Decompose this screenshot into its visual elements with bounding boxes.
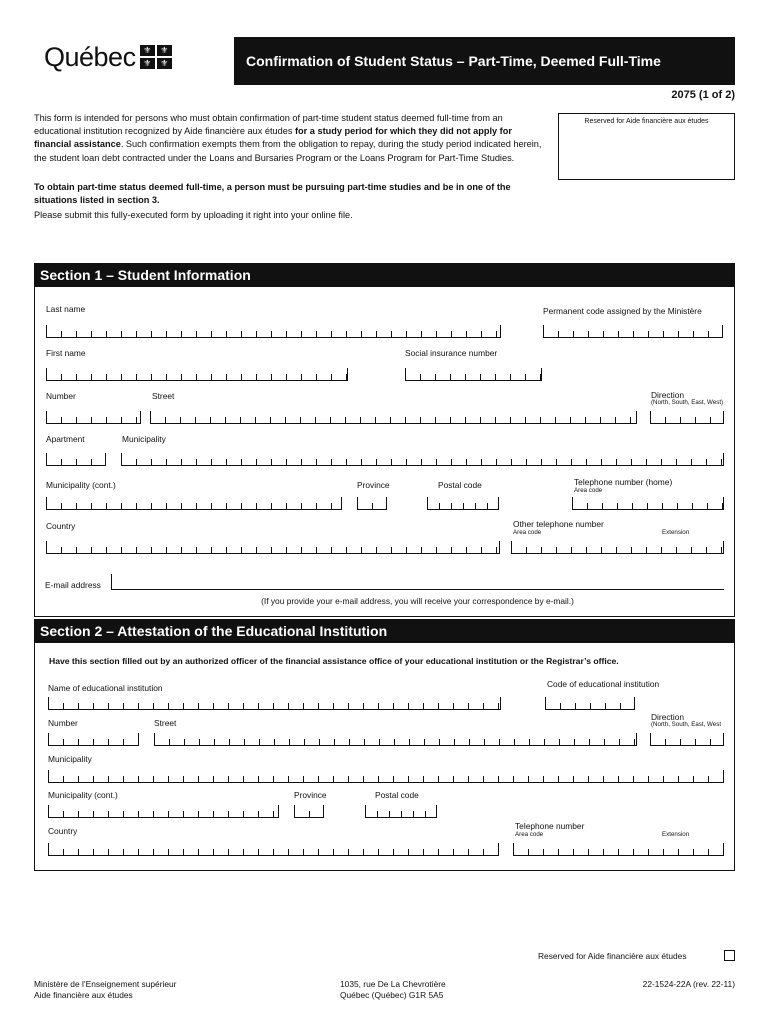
institution-code-field[interactable] bbox=[545, 697, 635, 710]
s2-province-field[interactable] bbox=[294, 805, 324, 818]
section2-header: Section 2 – Attestation of the Educational Institution bbox=[34, 619, 735, 643]
s2-postal-code-label: Postal code bbox=[375, 790, 419, 800]
form-title: Confirmation of Student Status – Part-Time, Deemed Full-Time bbox=[234, 37, 735, 85]
ministry-line2: Aide financière aux études bbox=[34, 990, 133, 1000]
number-field[interactable] bbox=[46, 411, 141, 424]
intro-text-2: . Such confirmation exempts them from the obligation to repay, during the study period indicated herein, the student loan debt contracted under the Loans and Bursaries Program or the Loans Program for Part-Time Studies. bbox=[34, 139, 542, 163]
country-label: Country bbox=[46, 521, 76, 531]
reserved-checkbox[interactable] bbox=[724, 950, 735, 961]
municipality-cont-label: Municipality (cont.) bbox=[46, 480, 116, 490]
s2-area-code-label: Area code bbox=[515, 831, 544, 838]
telephone-home-label: Telephone number (home) bbox=[574, 477, 673, 487]
s2-street-label: Street bbox=[154, 718, 177, 728]
address-line2: Québec (Québec) G1R 5A5 bbox=[340, 990, 444, 1000]
postal-code-label: Postal code bbox=[438, 480, 482, 490]
institution-name-label: Name of educational institution bbox=[48, 683, 163, 693]
reserved-box: Reserved for Aide financière aux études bbox=[558, 113, 735, 180]
municipality-field[interactable] bbox=[121, 453, 724, 466]
other-area-code-label: Area code bbox=[513, 529, 542, 536]
s2-direction-field[interactable] bbox=[650, 733, 724, 746]
intro-bold: for a study period for which they did not apply for financial assistance bbox=[34, 126, 512, 150]
email-field[interactable] bbox=[111, 574, 724, 590]
other-telephone-label: Other telephone number bbox=[513, 519, 604, 529]
first-name-label: First name bbox=[46, 348, 86, 358]
permanent-code-field[interactable] bbox=[543, 325, 723, 338]
municipality-cont-field[interactable] bbox=[46, 497, 342, 510]
telephone-home-field[interactable] bbox=[572, 497, 724, 510]
ministry-address bbox=[34, 979, 176, 1001]
last-name-field[interactable] bbox=[46, 325, 501, 338]
section2-frame bbox=[34, 643, 735, 871]
ministry-line1: Ministère de l’Enseignement supérieur bbox=[34, 979, 177, 989]
email-note: (If you provide your e-mail address, you will receive your correspondence by e-mail.) bbox=[261, 596, 574, 606]
submission-note: Please submit this fully-executed form by uploading it right into your online file. bbox=[34, 210, 353, 220]
address-line1: 1035, rue De La Chevrotière bbox=[340, 979, 446, 989]
s2-telephone-field[interactable] bbox=[513, 843, 724, 856]
section1-header: Section 1 – Student Information bbox=[34, 263, 735, 287]
s2-street-field[interactable] bbox=[154, 733, 637, 746]
s2-telephone-label: Telephone number bbox=[515, 821, 585, 831]
direction-label: Direction bbox=[651, 390, 685, 400]
s2-number-label: Number bbox=[48, 718, 78, 728]
s2-municipality-field[interactable] bbox=[48, 770, 724, 783]
footer-reserved-label: Reserved for Aide financière aux études bbox=[538, 951, 687, 961]
fleur-de-lis-flag-icon: ⚜ ⚜ ⚜ ⚜ bbox=[140, 45, 172, 69]
direction-sublabel: (North, South, East, West) bbox=[651, 399, 724, 406]
intro-paragraph bbox=[34, 112, 544, 165]
apartment-field[interactable] bbox=[46, 453, 106, 466]
apartment-label: Apartment bbox=[46, 434, 85, 444]
province-label: Province bbox=[357, 480, 390, 490]
s2-postal-code-field[interactable] bbox=[365, 805, 437, 818]
sin-label: Social insurance number bbox=[405, 348, 498, 358]
street-address bbox=[340, 979, 446, 1001]
s2-country-label: Country bbox=[48, 826, 78, 836]
postal-code-field[interactable] bbox=[427, 497, 499, 510]
s2-direction-label: Direction bbox=[651, 712, 685, 722]
eligibility-note: To obtain part-time status deemed full-time, a person must be pursuing part-time studies and be in one of the situations listed in section 3. bbox=[34, 182, 511, 205]
number-label: Number bbox=[46, 391, 76, 401]
form-code: 22-1524-22A (rev. 22-11) bbox=[642, 979, 735, 989]
s2-number-field[interactable] bbox=[48, 733, 139, 746]
s2-country-field[interactable] bbox=[48, 843, 499, 856]
section2-instruction: Have this section filled out by an authorized officer of the financial assistance office of your educational institution or the Registrar’s office. bbox=[49, 656, 619, 666]
last-name-label: Last name bbox=[46, 304, 86, 314]
s2-municipality-cont-field[interactable] bbox=[48, 805, 279, 818]
institution-name-field[interactable] bbox=[48, 697, 501, 710]
s2-municipality-cont-label: Municipality (cont.) bbox=[48, 790, 118, 800]
area-code-label: Area code bbox=[574, 487, 603, 494]
institution-code-label: Code of educational institution bbox=[547, 679, 660, 689]
municipality-label: Municipality bbox=[122, 434, 166, 444]
extension-label: Extension bbox=[662, 529, 690, 536]
first-name-field[interactable] bbox=[46, 368, 348, 381]
email-label: E-mail address bbox=[45, 580, 101, 590]
intro-text-1: This form is intended for persons who must obtain confirmation of part-time student status deemed full-time from an educational institution recognized by Aide financière aux études bbox=[34, 113, 503, 137]
s2-municipality-label: Municipality bbox=[48, 754, 92, 764]
s2-province-label: Province bbox=[294, 790, 327, 800]
sin-field[interactable] bbox=[405, 368, 542, 381]
permanent-code-label: Permanent code assigned by the Ministère bbox=[543, 306, 702, 316]
s2-extension-label: Extension bbox=[662, 831, 690, 838]
quebec-logo bbox=[44, 42, 172, 73]
country-field[interactable] bbox=[46, 541, 500, 554]
province-field[interactable] bbox=[357, 497, 387, 510]
s2-direction-sublabel: (North, South, East, West bbox=[651, 721, 722, 728]
other-telephone-field[interactable] bbox=[511, 541, 724, 554]
street-field[interactable] bbox=[150, 411, 637, 424]
street-label: Street bbox=[152, 391, 175, 401]
form-number: 2075 (1 of 2) bbox=[671, 89, 735, 101]
logo-text: Québec bbox=[44, 42, 136, 72]
direction-field[interactable] bbox=[650, 411, 724, 424]
